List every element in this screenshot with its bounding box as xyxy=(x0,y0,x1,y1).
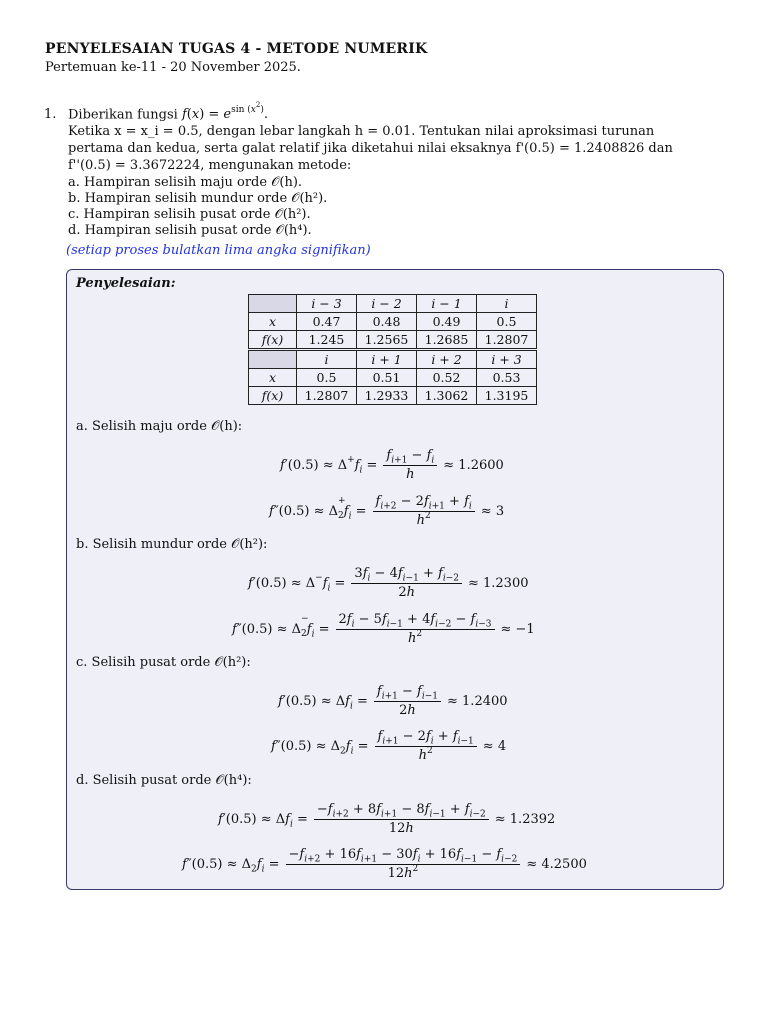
table-header: i + 2 xyxy=(417,351,477,369)
row-label-fx: f(x) xyxy=(249,387,297,405)
table-row xyxy=(249,313,537,331)
result-d-d2: ≈ 4.2500 xyxy=(526,856,587,872)
option-d: d. Hampiran selisih pusat orde 𝒪(h⁴). xyxy=(68,223,312,238)
table-cell: 0.5 xyxy=(477,313,537,331)
table-cell: 1.2685 xyxy=(417,331,477,349)
table-cell: 0.47 xyxy=(297,313,357,331)
result-a-d2: ≈ 3 xyxy=(480,503,505,519)
table-cell: 0.5 xyxy=(297,369,357,387)
table-cell: 0.53 xyxy=(477,369,537,387)
equation-c-first-derivative: $f'(0.5) \approx \Delta f_i$ = $\frac{f_{i+1} - f_{i-1}}{2h}$ ≈ 1.2400 xyxy=(278,684,508,718)
question-intro xyxy=(68,101,268,123)
solution-label: Penyelesaian: xyxy=(76,276,176,291)
row-label-x: x xyxy=(249,313,297,331)
table-row xyxy=(249,387,537,405)
table-row xyxy=(249,295,537,313)
equation-c-second-derivative: $f''(0.5) \approx \Delta_2f_i$ = $\frac{f_{i+1} - 2f_i + f_{i-1}}{h^2}$ ≈ 4 xyxy=(271,729,507,763)
result-b-d2: ≈ −1 xyxy=(500,621,535,637)
function-definition: $f(x) = e^{sin (x^2)}$. xyxy=(181,101,268,123)
question-number: 1. xyxy=(44,107,57,122)
question-line-2: Ketika x = x_i = 0.5, dengan lebar langkah h = 0.01. Tentukan nilai aproksimasi turunan xyxy=(68,124,655,139)
result-a-d1: ≈ 1.2600 xyxy=(443,457,504,473)
table-cell: 1.2807 xyxy=(477,331,537,349)
table-row xyxy=(249,369,537,387)
table-cell-blank xyxy=(249,295,297,313)
table-cell: 1.3062 xyxy=(417,387,477,405)
question-intro-text: Diberikan fungsi xyxy=(68,107,178,123)
result-d-d1: ≈ 1.2392 xyxy=(494,811,556,827)
table-cell: 0.51 xyxy=(357,369,417,387)
equation-b-first-derivative: $f'(0.5) \approx \Delta^-f_i$ = $\frac{3f_i - 4f_{i-1} + f_{i-2}}{2h}$ ≈ 1.2300 xyxy=(248,566,529,600)
table-cell: 1.245 xyxy=(297,331,357,349)
equation-a-second-derivative: f″(0.5) ≈ Δ $_{+ 2}f_i$ = $\frac{f_{i+2} - 2f_{i+1} + f_i}{h^2}$ ≈ 3 xyxy=(269,494,505,528)
result-c-d1: ≈ 1.2400 xyxy=(447,693,508,709)
rounding-note: (setiap proses bulatkan lima angka signifikan) xyxy=(66,243,371,258)
equation-a-first-derivative: $f'(0.5) \approx \Delta^+f_i$ = $\frac{f_{i+1} - f_i}{h}$ ≈ 1.2600 xyxy=(280,448,504,482)
table-header: i − 3 xyxy=(297,295,357,313)
result-c-d2: ≈ 4 xyxy=(482,738,507,754)
question-line-3: pertama dan kedua, serta galat relatif jika diketahui nilai eksaknya f'(0.5) = 1.2408826 dan xyxy=(68,141,673,156)
table-row xyxy=(249,351,537,369)
row-label-x: x xyxy=(249,369,297,387)
question-line-4: f''(0.5) = 3.3672224, mengunakan metode: xyxy=(68,158,352,173)
table-header: i − 1 xyxy=(417,295,477,313)
table-cell: 1.2933 xyxy=(357,387,417,405)
table-header: i xyxy=(477,295,537,313)
option-b: b. Hampiran selisih mundur orde 𝒪(h²). xyxy=(68,191,328,206)
option-c: c. Hampiran selisih pusat orde 𝒪(h²). xyxy=(68,207,311,222)
table-row xyxy=(249,331,537,349)
table-header: i xyxy=(297,351,357,369)
result-b-d1: ≈ 1.2300 xyxy=(467,575,529,591)
equation-d-first-derivative: $f'(0.5) \approx \Delta f_i$ = $\frac{-f_{i+2} + 8f_{i+1} - 8f_{i-1} + f_{i-2}}{12h}$ ≈ 1.2392 xyxy=(218,802,556,836)
section-a-heading: a. Selisih maju orde 𝒪(h): xyxy=(76,419,243,434)
table-header: i + 1 xyxy=(357,351,417,369)
table-cell: 0.48 xyxy=(357,313,417,331)
equation-d-second-derivative: $f''(0.5) \approx \Delta_2f_i$ = $\frac{-f_{i+2} + 16f_{i+1} - 30f_i + 16f_{i-1} - f_{i-2}}{12h^2}$ ≈ 4.2500 xyxy=(182,847,587,881)
page-title: PENYELESAIAN TUGAS 4 - METODE NUMERIK xyxy=(45,41,428,57)
table-header: i − 2 xyxy=(357,295,417,313)
equation-b-second-derivative: f″(0.5) ≈ Δ $_{- 2}f_i$ = $\frac{2f_i - 5f_{i-1} + 4f_{i-2} - f_{i-3}}{h^2}$ ≈ −1 xyxy=(232,612,535,646)
table-cell: 1.2807 xyxy=(297,387,357,405)
row-label-fx: f(x) xyxy=(249,331,297,349)
data-table-forward xyxy=(248,350,537,405)
section-c-heading: c. Selisih pusat orde 𝒪(h²): xyxy=(76,655,251,670)
table-header: i + 3 xyxy=(477,351,537,369)
section-b-heading: b. Selisih mundur orde 𝒪(h²): xyxy=(76,537,268,552)
page-subtitle: Pertemuan ke-11 - 20 November 2025. xyxy=(45,60,301,75)
table-cell: 0.52 xyxy=(417,369,477,387)
table-cell: 1.3195 xyxy=(477,387,537,405)
table-cell-blank xyxy=(249,351,297,369)
data-table-backward xyxy=(248,294,537,349)
option-a: a. Hampiran selisih maju orde 𝒪(h). xyxy=(68,175,303,190)
table-cell: 1.2565 xyxy=(357,331,417,349)
table-cell: 0.49 xyxy=(417,313,477,331)
section-d-heading: d. Selisih pusat orde 𝒪(h⁴): xyxy=(76,773,252,788)
